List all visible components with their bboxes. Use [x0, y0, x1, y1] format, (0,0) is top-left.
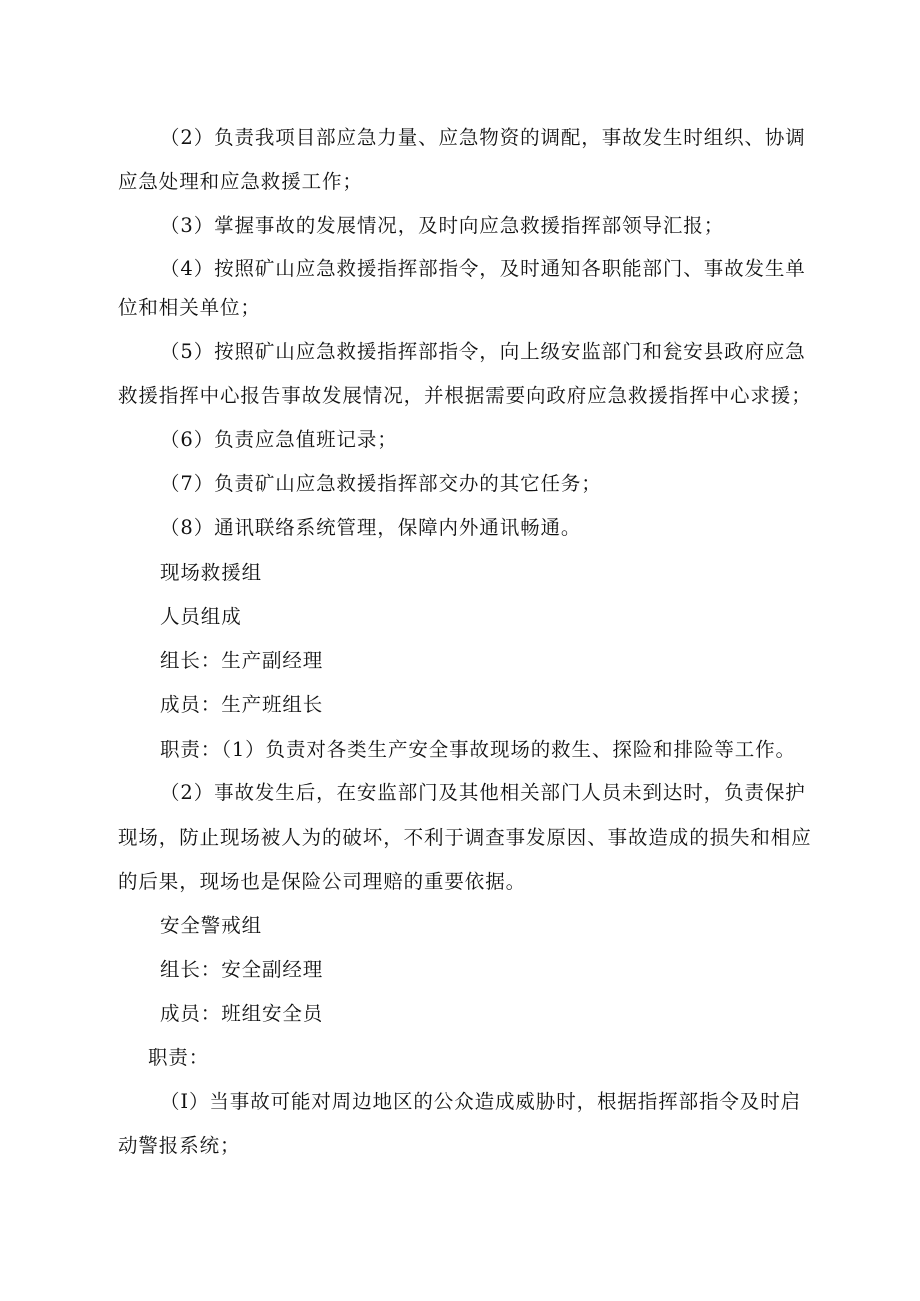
duties-line: 职责：: [148, 1046, 210, 1069]
members-line: 成员：班组安全员: [160, 1002, 324, 1025]
paragraph-line: （7）负责矿山应急救援指挥部交办的其它任务；: [160, 472, 602, 495]
members-line: 成员：生产班组长: [160, 693, 324, 716]
paragraph-line: 现场，防止现场被人为的破坏，不利于调查事发原因、事故造成的损失和相应: [118, 826, 812, 849]
paragraph-line: （4）按照矿山应急救援指挥部指令，及时通知各职能部门、事故发生单: [160, 257, 806, 280]
paragraph-line: 应急处理和应急救援工作；: [118, 170, 363, 193]
paragraph-line: 救援指挥中心报告事故发展情况，并根据需要向政府应急救援指挥中心求援；: [118, 384, 812, 407]
paragraph-line: （2）事故发生后，在安监部门及其他相关部门人员未到达时，负责保护: [160, 781, 806, 804]
paragraph-line: 的后果，现场也是保险公司理赔的重要依据。: [118, 870, 527, 893]
section-heading: 安全警戒组: [160, 914, 263, 937]
paragraph-line: （6）负责应急值班记录；: [160, 428, 398, 451]
subsection-heading: 人员组成: [160, 605, 242, 628]
paragraph-line: （3）掌握事故的发展情况，及时向应急救援指挥部领导汇报；: [160, 214, 725, 237]
paragraph-line: （8）通讯联络系统管理，保障内外通讯畅通。: [160, 516, 582, 539]
paragraph-line: （2）负责我项目部应急力量、应急物资的调配，事故发生时组织、协调: [160, 126, 806, 149]
leader-line: 组长：生产副经理: [160, 649, 324, 672]
paragraph-line: 动警报系统；: [118, 1134, 241, 1157]
paragraph-line: （I）当事故可能对周边地区的公众造成威胁时，根据指挥部指令及时启: [160, 1090, 802, 1113]
section-heading: 现场救援组: [160, 561, 263, 584]
duties-line: 职责：（1）负责对各类生产安全事故现场的救生、探险和排险等工作。: [160, 738, 796, 761]
paragraph-line: （5）按照矿山应急救援指挥部指令，向上级安监部门和瓮安县政府应急: [160, 340, 806, 363]
leader-line: 组长：安全副经理: [160, 958, 324, 981]
paragraph-line: 位和相关单位；: [118, 296, 261, 319]
